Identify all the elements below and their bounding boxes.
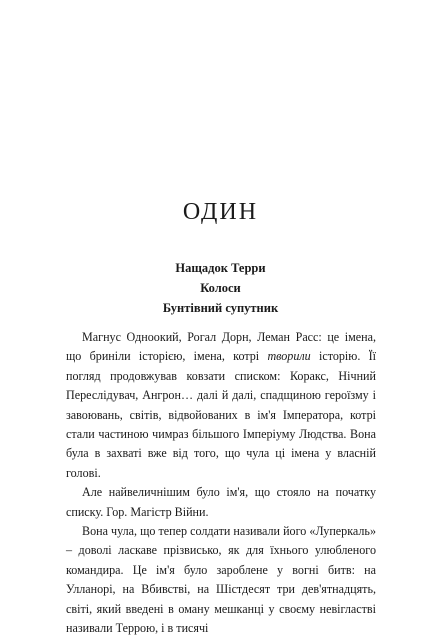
paragraph-2: Але найвеличнішим було ім'я, що стояло на початку списку. Гор. Магістр Війни. (66, 485, 376, 519)
epigraph-line-1: Нащадок Терри (175, 261, 266, 275)
paragraph-1-italic-word: творили (267, 349, 311, 364)
paragraph-1-text-b: історію. Її погляд продовжував ковзати списком: Коракс, Нічний Переслідувач, Ангрон… далі й далі, спадщиною героїзму і завоювань, світів, відвойованих в ім'я Імператора, котрі стали частиною чимраз більшого Імперіуму Людства. Вона була в захваті вже від того, що чула ці імена у власній голові. (66, 349, 376, 480)
chapter-title: ОДИН (182, 199, 259, 225)
paragraph-1 (66, 328, 376, 483)
paragraph-1-text-a: Магнус Одноокий, Рогал Дорн, Леман Расс: це імена, що бриніли історією, імена, котрі (66, 330, 376, 364)
chapter-body (66, 328, 376, 639)
epigraph-line-2: Колоси (200, 281, 241, 295)
chapter-epigraph (0, 258, 441, 318)
paragraph-3: Вона чула, що тепер солдати називали його «Луперкаль» – доволі ласкаве прізвисько, як для їхнього улюбленого командира. Це ім'я було зароблене у вогні битв: на Улланорі, на Вбивстві, на Шістдесят три дев'ятнадцять, світі, який введені в оману мешканці у своєму невігластві називали Террою, і в тисячі (66, 524, 376, 636)
epigraph-line-3: Бунтівний супутник (162, 301, 279, 315)
